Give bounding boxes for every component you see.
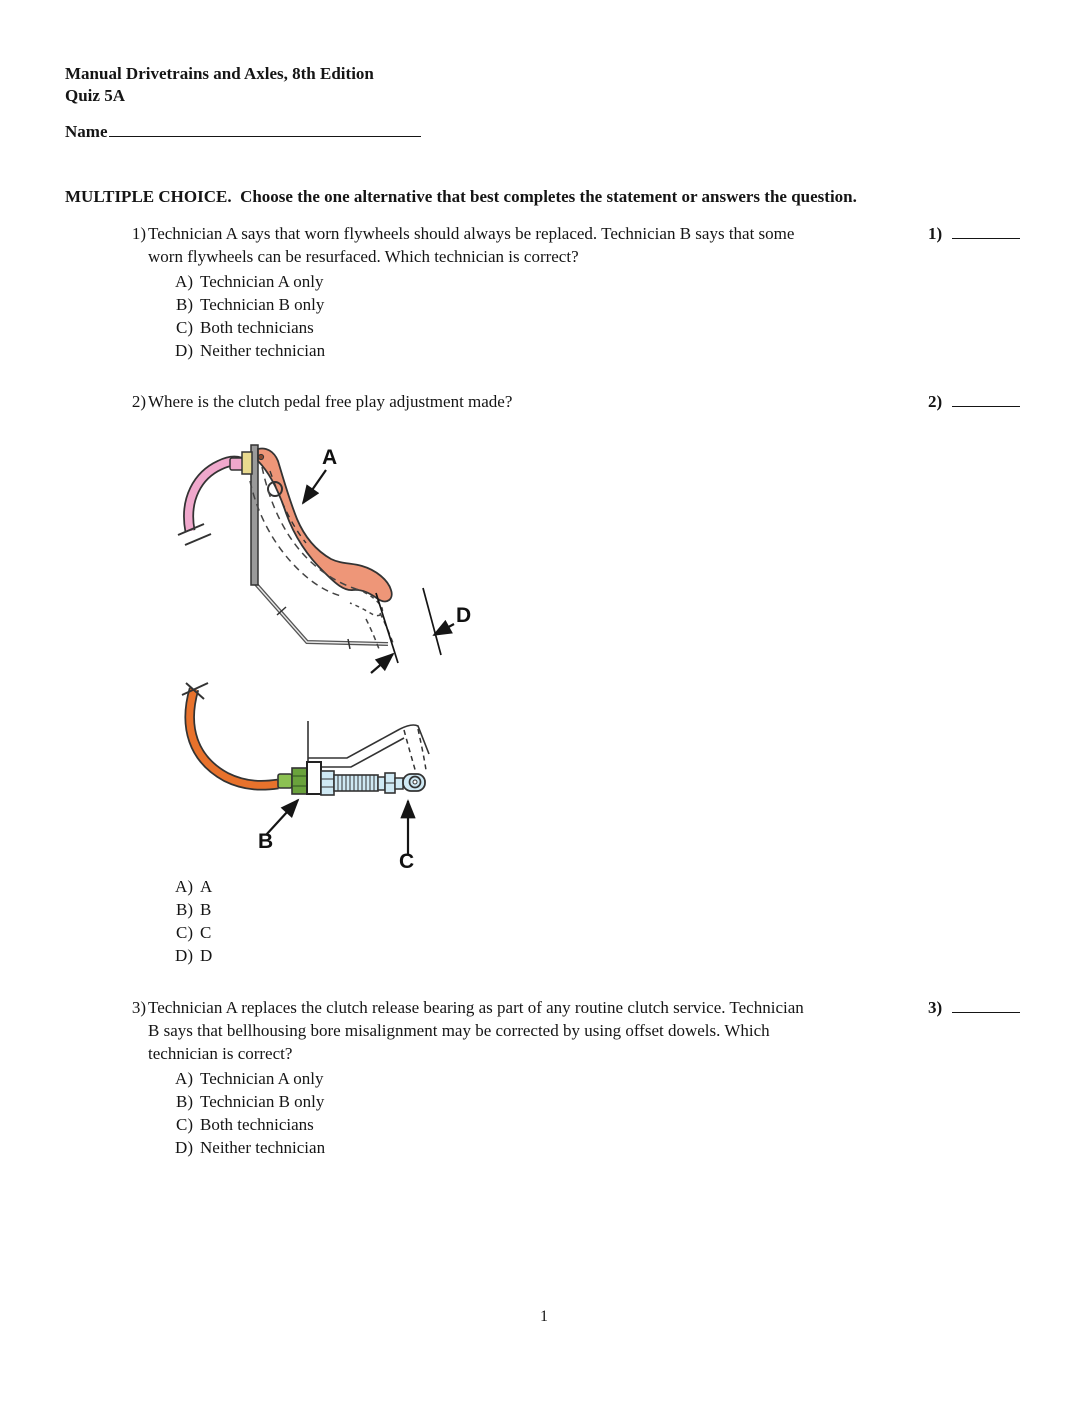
arrow-a	[303, 470, 326, 503]
clutch-pedal-figure	[150, 437, 500, 877]
option-text: B	[200, 900, 212, 919]
question-2-options	[148, 875, 212, 967]
question-line: Where is the clutch pedal free play adjustment made?	[148, 392, 513, 411]
arrow-d	[434, 624, 454, 635]
option-text: Both technicians	[200, 318, 314, 337]
question-line: technician is correct?	[148, 1044, 293, 1063]
option-text: C	[200, 923, 212, 942]
option-row	[148, 316, 1088, 339]
question-line: Technician A says that worn flywheels should always be replaced. Technician B says that some	[148, 224, 795, 243]
question-2-answer-slot	[928, 390, 1020, 413]
option-letter: D)	[175, 341, 193, 360]
option-letter: C)	[176, 1115, 193, 1134]
option-letter: B)	[176, 295, 193, 314]
option-text: Technician A only	[200, 1069, 324, 1088]
option-letter: B)	[176, 1092, 193, 1111]
arrow-d-lower	[371, 654, 393, 673]
question-2-number: 2)	[131, 392, 146, 411]
option-text: Technician B only	[200, 1092, 325, 1111]
question-1-number: 1)	[131, 224, 146, 243]
question-3-options	[148, 1067, 1088, 1159]
page-number: 1	[540, 1308, 548, 1325]
question-line: B says that bellhousing bore misalignment may be corrected by using offset dowels. Which	[148, 1021, 770, 1040]
option-row	[148, 944, 212, 967]
answer-blank	[952, 999, 1020, 1013]
bracket-plate	[307, 762, 321, 794]
clutch-cable-lower	[182, 683, 278, 785]
figure-label-a: A	[322, 446, 338, 469]
question-1	[0, 222, 1088, 362]
option-row	[148, 898, 212, 921]
section-instructions: MULTIPLE CHOICE. Choose the one alternative that best completes the statement or answers the question.	[65, 187, 857, 206]
option-letter: C)	[176, 318, 193, 337]
cable-adjuster-green	[278, 768, 307, 794]
option-row	[148, 1067, 1088, 1090]
option-row	[148, 921, 212, 944]
figure-label-c: C	[399, 850, 415, 873]
answer-blank	[952, 393, 1020, 407]
answer-number: 2)	[928, 392, 943, 411]
figure-label-d: D	[456, 604, 472, 627]
option-row	[148, 1090, 1088, 1113]
option-letter: A)	[175, 272, 193, 291]
option-text: Neither technician	[200, 1138, 326, 1157]
clutch-cable-upper	[178, 452, 252, 545]
option-text: Technician B only	[200, 295, 325, 314]
document-title: Manual Drivetrains and Axles, 8th Edition	[65, 64, 374, 83]
option-row	[148, 339, 1088, 362]
option-text: Technician A only	[200, 272, 324, 291]
question-1-answer-slot	[928, 222, 1020, 245]
option-row	[148, 1113, 1088, 1136]
option-letter: A)	[175, 877, 193, 896]
answer-number: 1)	[928, 224, 943, 243]
question-line: worn flywheels can be resurfaced. Which technician is correct?	[148, 247, 579, 266]
question-line: Technician A replaces the clutch release bearing as part of any routine clutch service. Technician	[148, 998, 804, 1017]
option-letter: D)	[175, 1138, 193, 1157]
question-2	[0, 390, 1088, 413]
option-text: Both technicians	[200, 1115, 314, 1134]
option-letter: C)	[176, 923, 193, 942]
question-3-answer-slot	[928, 996, 1020, 1019]
question-3-number: 3)	[131, 998, 146, 1017]
option-text: A	[200, 877, 213, 896]
question-3	[0, 996, 1088, 1159]
option-letter: B)	[176, 900, 193, 919]
question-1-options	[148, 270, 1088, 362]
option-letter: D)	[175, 946, 193, 965]
quiz-number: Quiz 5A	[65, 86, 125, 105]
name-blank-line	[109, 120, 421, 137]
arrow-b	[266, 800, 298, 835]
option-row	[148, 1136, 1088, 1159]
option-row	[148, 270, 1088, 293]
question-3-text	[0, 996, 1088, 1065]
name-row	[65, 120, 421, 142]
option-row	[148, 875, 212, 898]
option-text: Neither technician	[200, 341, 326, 360]
question-1-text	[0, 222, 1088, 268]
figure-label-b: B	[258, 830, 274, 853]
answer-number: 3)	[928, 998, 943, 1017]
adjuster-rod-blue	[321, 771, 425, 795]
answer-blank	[952, 225, 1020, 239]
option-text: D	[200, 946, 213, 965]
option-row	[148, 293, 1088, 316]
question-2-text	[0, 390, 1088, 413]
option-letter: A)	[175, 1069, 193, 1088]
adjuster-bracket-and-lever	[308, 721, 429, 773]
name-label: Name	[65, 122, 108, 141]
